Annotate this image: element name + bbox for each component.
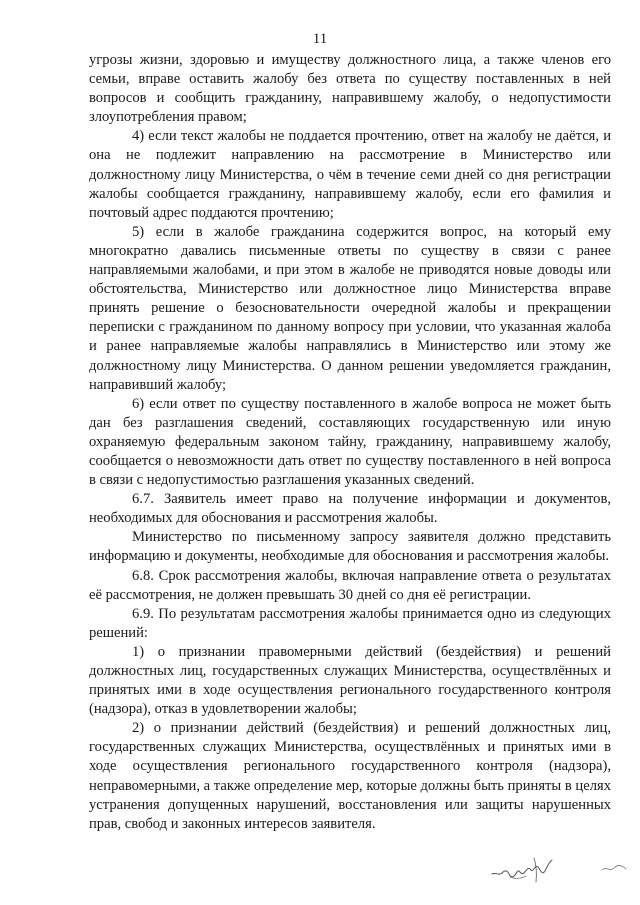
paragraph-item-4: 4) если текст жалобы не поддается прочтению, ответ на жалобу не даётся, и она не подлежит направлению на рассмотрение в Министерство или должностному лицу Министерства, о чём в течение семи дней со дня регистрации жалобы сообщается гражданину, направившему жалобу, если его фамилия и почтовый адрес поддаются прочтению; xyxy=(89,128,611,221)
paragraph-6-9: 6.9. По результатам рассмотрения жалобы принимается одно из следующих решений: xyxy=(89,605,611,641)
paragraph-6-7: 6.7. Заявитель имеет право на получение информации и документов, необходимых для обоснования и рассмотрения жалобы. xyxy=(89,491,611,527)
paragraph-6-8: 6.8. Срок рассмотрения жалобы, включая направление ответа о результатах её рассмотрения, не должен превышать 30 дней со дня её регистрации. xyxy=(89,567,611,603)
paragraph-item-5: 5) если в жалобе гражданина содержится вопрос, на который ему многократно давались письменные ответы по существу в связи с ранее направляемыми жалобами, и при этом в жалобе не приводятся новые доводы или обстоятельства, Министерство или должностное лицо Министерства вправе принять решение о безосновательности очередной жалобы и прекращении переписки с гражданином по данному вопросу при условии, что указанная жалоба и ранее направляемые жалобы направлялись в Министерство или этому же должностному лицу Министерства. О данном решении уведомляется гражданин, направивший жалобу; xyxy=(89,223,611,393)
handwritten-signature-icon xyxy=(490,852,560,886)
paragraph-decision-2: 2) о признании действий (бездействия) и решений должностных лиц, государственных служащих Министерства, осуществлённых и принятых ими в ходе осуществления регионального государственного контроля (надзора), неправомерными, а также определение мер, которые должны быть приняты в целях устранения допущенных нарушений, восстановления или защиты нарушенных прав, свобод и законных интересов заявителя. xyxy=(89,720,611,832)
page-number: 11 xyxy=(312,31,328,47)
paragraph-item-6: 6) если ответ по существу поставленного в жалобе вопроса не может быть дан без разглашения сведений, составляющих государственную или иную охраняемую федеральным законом тайну, гражданину, направившему жалобу, сообщается о невозможности дать ответ по существу поставленного в ней вопроса в связи с недопустимостью разглашения указанных сведений. xyxy=(89,395,611,489)
corner-mark-icon xyxy=(600,862,628,874)
paragraph-continuation: угрозы жизни, здоровью и имуществу должностного лица, а также членов его семьи, вправе оставить жалобу без ответа по существу поставленных в ней вопросов и сообщить гражданину, направившему жалобу, о недопустимости злоупотребления правом; xyxy=(89,52,611,126)
paragraph-decision-1: 1) о признании правомерными действий (бездействия) и решений должностных лиц, государственных служащих Министерства, осуществлённых и принятых ими в ходе осуществления регионального государственного контроля (надзора), отказ в удовлетворении жалобы; xyxy=(89,643,611,718)
document-body xyxy=(89,51,611,834)
paragraph-ministry-request: Министерство по письменному запросу заявителя должно представить информацию и документы, необходимые для обоснования и рассмотрения жалобы. xyxy=(89,529,611,565)
